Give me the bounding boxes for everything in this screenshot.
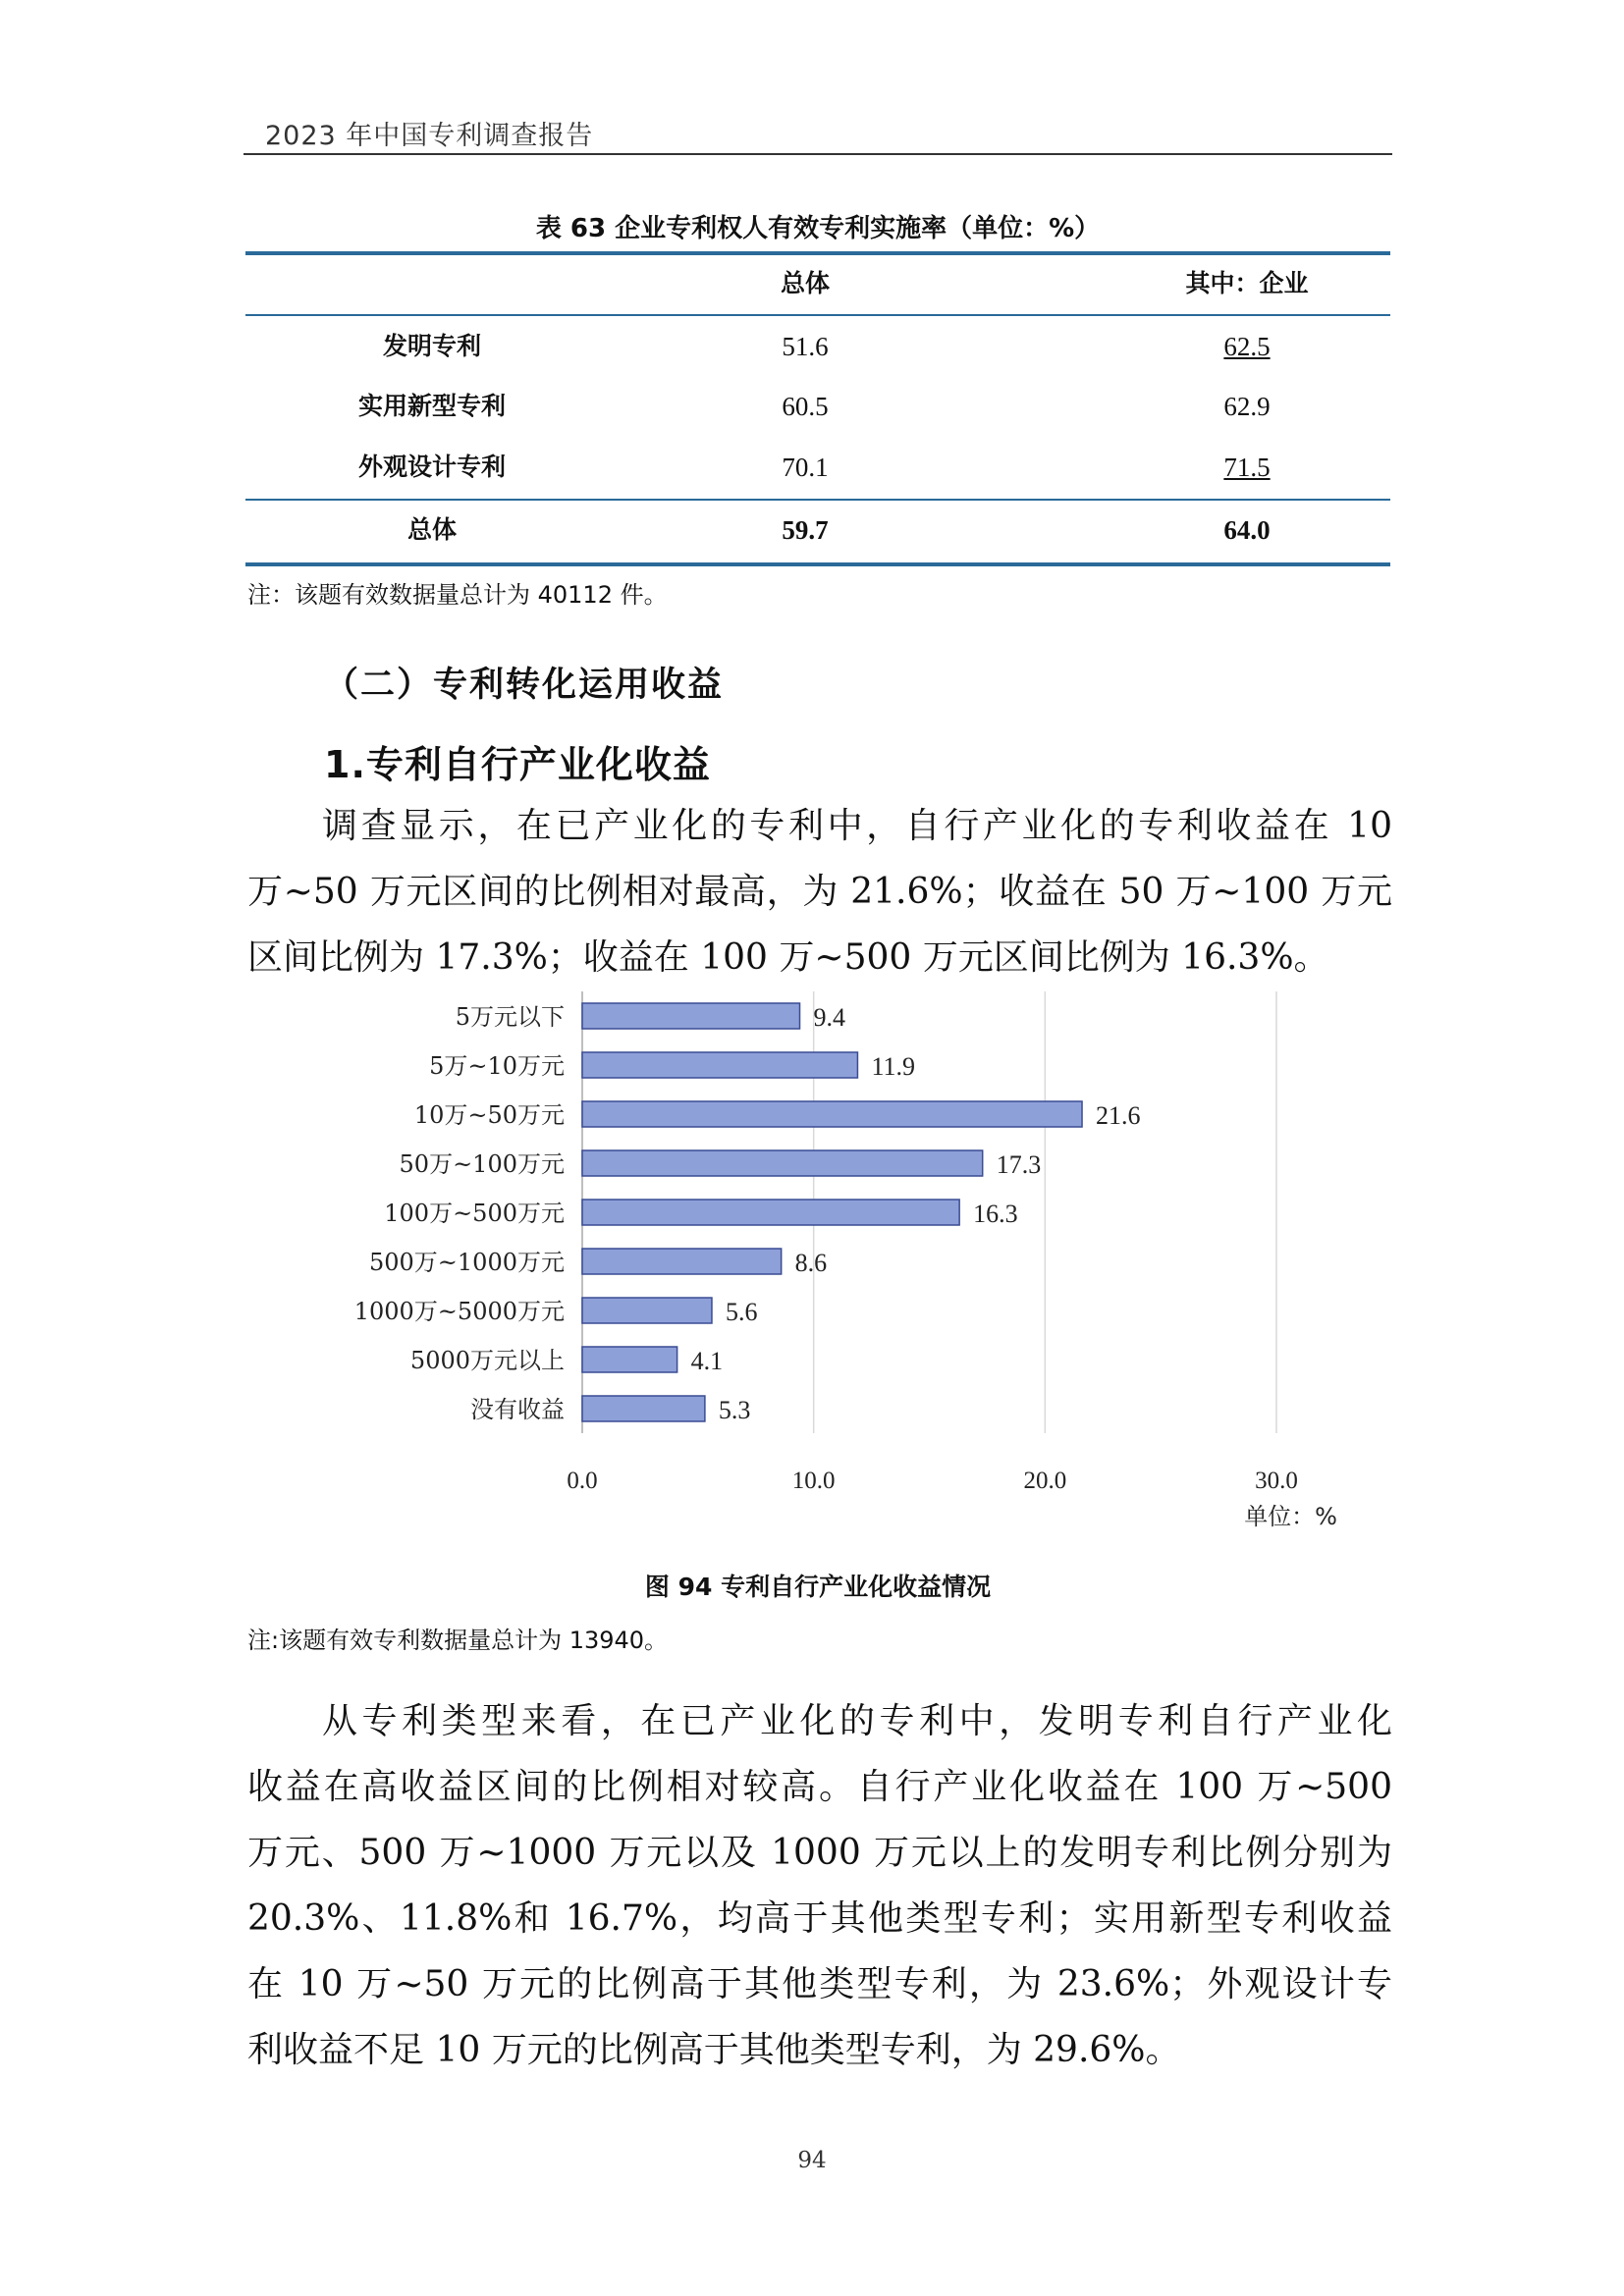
- subsection-heading: 1.专利自行产业化收益: [324, 743, 711, 786]
- paragraph-income-summary: [247, 793, 1392, 990]
- data-label: 16.3: [973, 1200, 1018, 1228]
- total-overall: 59.7: [782, 515, 829, 545]
- data-label: 21.6: [1096, 1101, 1141, 1130]
- category-label: 500万~1000万元: [369, 1249, 565, 1276]
- header-rule: [244, 153, 1392, 155]
- paragraph-line: 利收益不足 10 万元的比例高于其他类型专利，为 29.6%。: [247, 2030, 1181, 2070]
- paragraph-line: 区间比例为 17.3%；收益在 100 万~500 万元区间比例为 16.3%。: [247, 937, 1329, 978]
- paragraph-line: 万元、500 万~1000 万元以及 1000 万元以上的发明专利比例分别为: [247, 1833, 1392, 1873]
- figure-note: 注:该题有效专利数据量总计为 13940。: [247, 1627, 669, 1654]
- bar: [582, 1150, 983, 1176]
- data-label: 4.1: [690, 1347, 724, 1375]
- category-label: 1000万~5000万元: [353, 1298, 565, 1325]
- paragraph-line: 调查显示，在已产业化的专利中，自行产业化的专利收益在 10: [322, 806, 1392, 846]
- category-label: 5万~10万元: [429, 1052, 565, 1080]
- table-note: 注：该题有效数据量总计为 40112 件。: [247, 581, 668, 609]
- category-label: 50万~100万元: [399, 1150, 565, 1178]
- paragraph-line: 在 10 万~50 万元的比例高于其他类型专利，为 23.6%；外观设计专: [247, 1964, 1392, 2004]
- data-label: 8.6: [794, 1249, 828, 1277]
- row-overall: 60.5: [782, 392, 829, 421]
- row-enterprise: 71.5: [1223, 453, 1271, 482]
- row-label: 外观设计专利: [357, 453, 506, 481]
- running-header: 2023 年中国专利调查报告: [265, 121, 594, 151]
- data-label: 5.6: [725, 1298, 758, 1326]
- table-caption: 表 63 企业专利权人有效专利实施率（单位：%）: [535, 214, 1101, 243]
- paragraph-line: 20.3%、11.8%和 16.7%，均高于其他类型专利；实用新型专利收益: [247, 1898, 1392, 1939]
- data-label: 9.4: [813, 1003, 846, 1032]
- section-heading: （二）专利转化运用收益: [324, 666, 725, 705]
- income-bar-chart: [245, 991, 1394, 1556]
- data-label: 17.3: [996, 1150, 1042, 1179]
- column-header-overall: 总体: [780, 269, 830, 297]
- table-bottom-rule: [245, 562, 1390, 566]
- row-overall: 51.6: [782, 332, 829, 361]
- paragraph-by-patent-type: [247, 1688, 1392, 2083]
- row-label: 发明专利: [382, 332, 481, 360]
- row-overall: 70.1: [782, 453, 829, 482]
- table-total-rule: [245, 499, 1390, 501]
- bar: [582, 1052, 857, 1078]
- bar: [582, 1347, 677, 1372]
- total-enterprise: 64.0: [1223, 515, 1271, 545]
- category-label: 没有收益: [470, 1396, 565, 1423]
- bar: [582, 1249, 782, 1274]
- bar: [582, 1101, 1082, 1127]
- bar: [582, 1003, 800, 1029]
- x-tick-label: 10.0: [791, 1468, 836, 1494]
- row-label: 实用新型专利: [357, 392, 506, 420]
- column-header-enterprise: 其中：企业: [1185, 269, 1309, 297]
- data-label: 5.3: [718, 1396, 751, 1424]
- category-label: 5万元以下: [455, 1003, 565, 1031]
- bar: [582, 1298, 712, 1323]
- category-label: 100万~500万元: [384, 1200, 565, 1227]
- bar: [582, 1396, 705, 1421]
- paragraph-line: 从专利类型来看，在已产业化的专利中，发明专利自行产业化: [322, 1701, 1392, 1741]
- category-label: 5000万元以上: [409, 1347, 565, 1374]
- table-top-rule: [245, 251, 1390, 255]
- unit-label: 单位：%: [1244, 1503, 1337, 1530]
- bar: [582, 1200, 959, 1225]
- x-tick-label: 30.0: [1255, 1468, 1298, 1494]
- page-number: 94: [797, 2148, 827, 2173]
- figure-caption: 图 94 专利自行产业化收益情况: [644, 1573, 992, 1601]
- paragraph-line: 万~50 万元区间的比例相对最高，为 21.6%；收益在 50 万~100 万元: [247, 872, 1392, 912]
- category-label: 10万~50万元: [413, 1101, 565, 1129]
- x-tick-label: 0.0: [567, 1468, 598, 1494]
- total-label: 总体: [406, 515, 457, 544]
- x-tick-label: 20.0: [1023, 1468, 1067, 1494]
- data-label: 11.9: [871, 1052, 915, 1081]
- row-enterprise: 62.5: [1223, 332, 1271, 361]
- row-enterprise: 62.9: [1223, 392, 1271, 421]
- paragraph-line: 收益在高收益区间的比例相对较高。自行产业化收益在 100 万~500: [247, 1767, 1392, 1807]
- table-header-rule: [245, 314, 1390, 316]
